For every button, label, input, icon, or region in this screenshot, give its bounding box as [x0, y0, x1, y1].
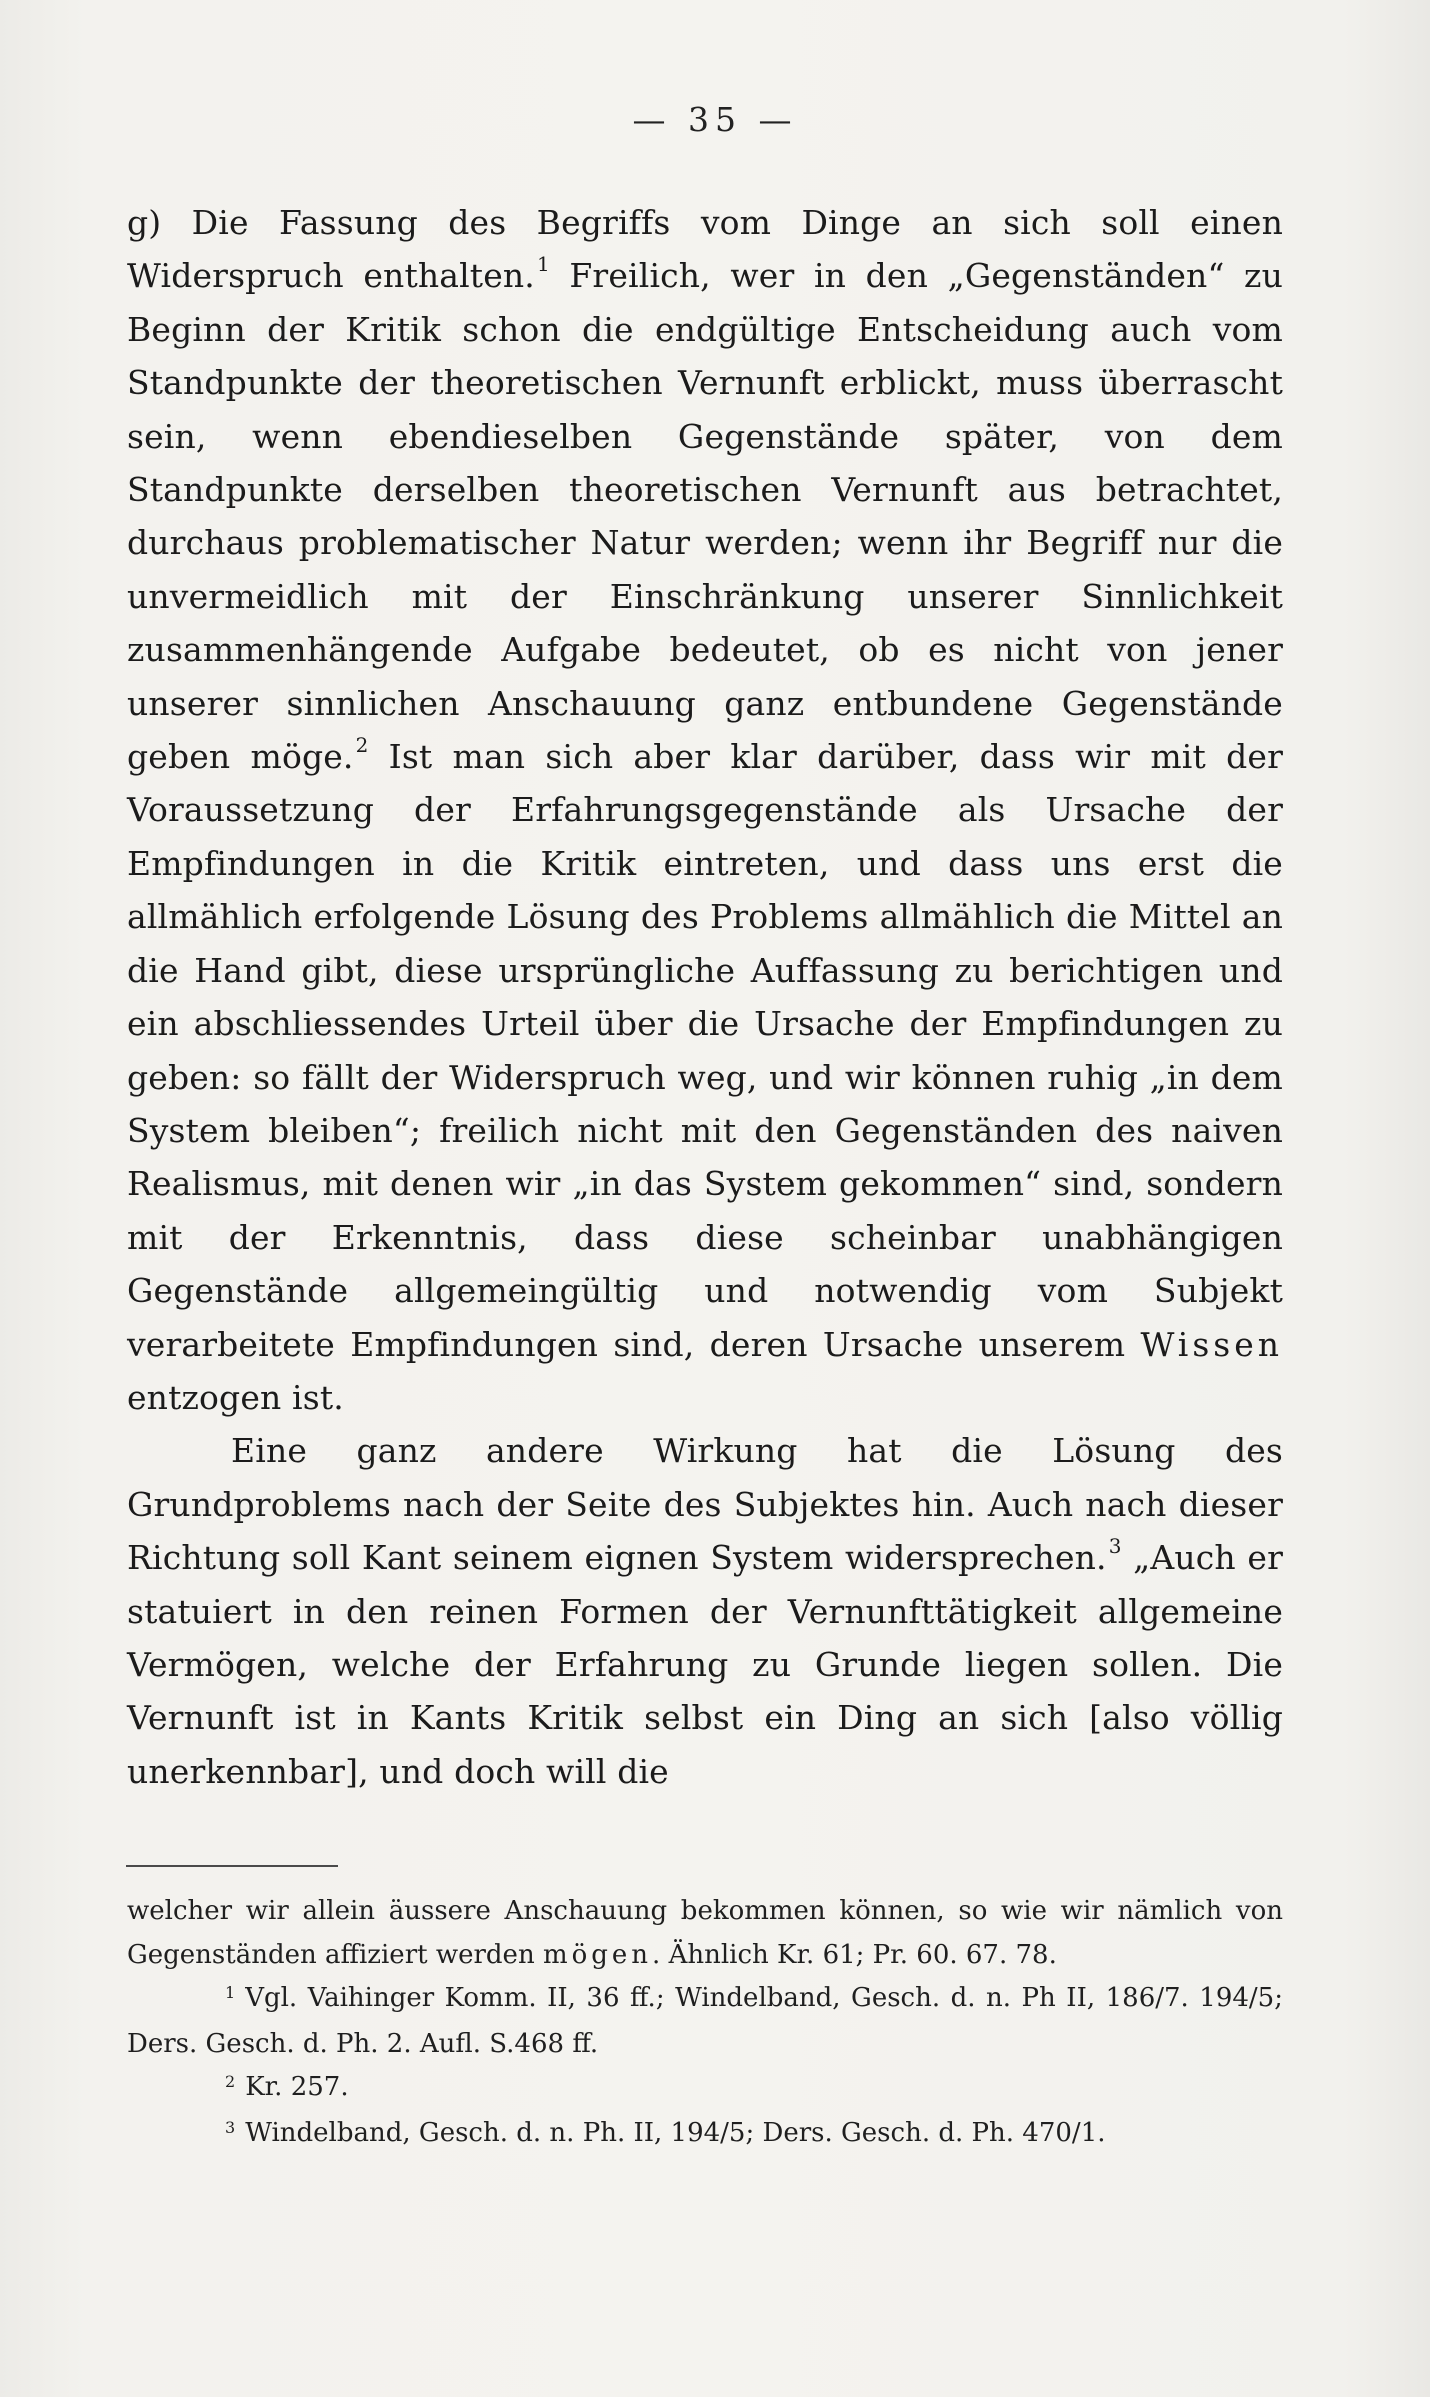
emphasis-spaced: mögen [542, 1939, 653, 1970]
footnote-text: Kr. 257. [245, 2072, 349, 2103]
text-segment: „Auch er statuiert in den reinen Formen der Vernunfttätigkeit allgemeine Vermögen, welche der Erfahrung zu Grunde liegen sollen. Die Vernunft ist in Kants Kritik selbst ein Ding an sich [also völlig unerkennbar], und doch will die [127, 1538, 1283, 1791]
text-segment: entzogen ist. [127, 1377, 344, 1417]
text-segment: Eine ganz andere Wirkung hat die Lösung des Grundproblems nach der Seite des Subjektes hin. Auch nach dieser Richtung soll Kant seinem eignen System widersprechen. [127, 1431, 1283, 1578]
paragraph-2 [127, 1424, 1283, 1798]
footnote-ref-2: 2 [355, 733, 369, 758]
footnote-2 [127, 2066, 1283, 2112]
text-segment: Freilich, wer in den „Gegenständen“ zu Beginn der Kritik schon die endgültige Entscheidung auch vom Standpunkte der theoretischen Vernunft erblickt, muss überrascht sein, wenn ebendieselben Gegenstände später, von dem Standpunkte derselben theoretischen Vernunft aus betrachtet, durchaus problematischer Natur werden; wenn ihr Begriff nur die unvermeidlich mit der Einschränkung unserer Sinnlichkeit zusammenhängende Aufgabe bedeutet, ob es nicht von jener unserer sinnlichen Anschauung ganz entbundene Gegenstände geben möge. [127, 256, 1283, 777]
footnotes [127, 1890, 1283, 2158]
footnote-text: Vgl. Vaihinger Komm. II, 36 ff.; Windelband, Gesch. d. n. Ph II, 186/7. 194/5; Ders. Gesch. d. Ph. 2. Aufl. S.468 ff. [127, 1983, 1283, 2059]
footnote-3 [127, 2112, 1283, 2158]
text-segment: welcher wir allein äussere Anschauung bekommen können, so wie wir nämlich von Gegenständen affiziert werden [127, 1896, 1283, 1970]
footnote-ref-1: 1 [536, 252, 550, 277]
footnote-marker: 2 [225, 2072, 236, 2092]
emphasis-spaced: Wissen [1140, 1324, 1283, 1364]
footnote-text: Windelband, Gesch. d. n. Ph. II, 194/5; Ders. Gesch. d. Ph. 470/1. [245, 2117, 1106, 2148]
footnote-ref-3: 3 [1108, 1534, 1122, 1559]
footnote-1 [127, 1977, 1283, 2066]
footnote-continuation [127, 1890, 1283, 1977]
text-segment: Ist man sich aber klar darüber, dass wir mit der Voraussetzung der Erfahrungsgegenstände als Ursache der Empfindungen in die Kritik eintreten, und dass uns erst die allmählich erfolgende Lösung des Problems allmählich die Mittel an die Hand gibt, diese ursprüngliche Auffassung zu berichtigen und ein abschliessendes Urteil über die Ursache der Empfindungen zu geben: so fällt der Widerspruch weg, und wir können ruhig „in dem System bleiben“; freilich nicht mit den Gegenständen des naiven Realismus, mit denen wir „in das System gekommen“ sind, sondern mit der Erkenntnis, dass diese scheinbar unabhängigen Gegenstände allgemeingültig und notwendig vom Subjekt verarbeitete Empfindungen sind, deren Ursache unserem [127, 737, 1283, 1364]
paragraph-g [127, 196, 1283, 1424]
text-segment: g) Die Fassung des Begriffs vom Dinge an sich soll einen Widerspruch enthalten. [127, 203, 1283, 296]
footnote-divider [126, 1865, 338, 1867]
footnote-marker: 1 [225, 1983, 236, 2003]
text-segment: . Ähnlich Kr. 61; Pr. 60. 67. 78. [652, 1939, 1057, 1970]
page-number: — 35 — [632, 100, 798, 139]
main-text [127, 196, 1283, 1798]
footnote-marker: 3 [225, 2117, 236, 2137]
